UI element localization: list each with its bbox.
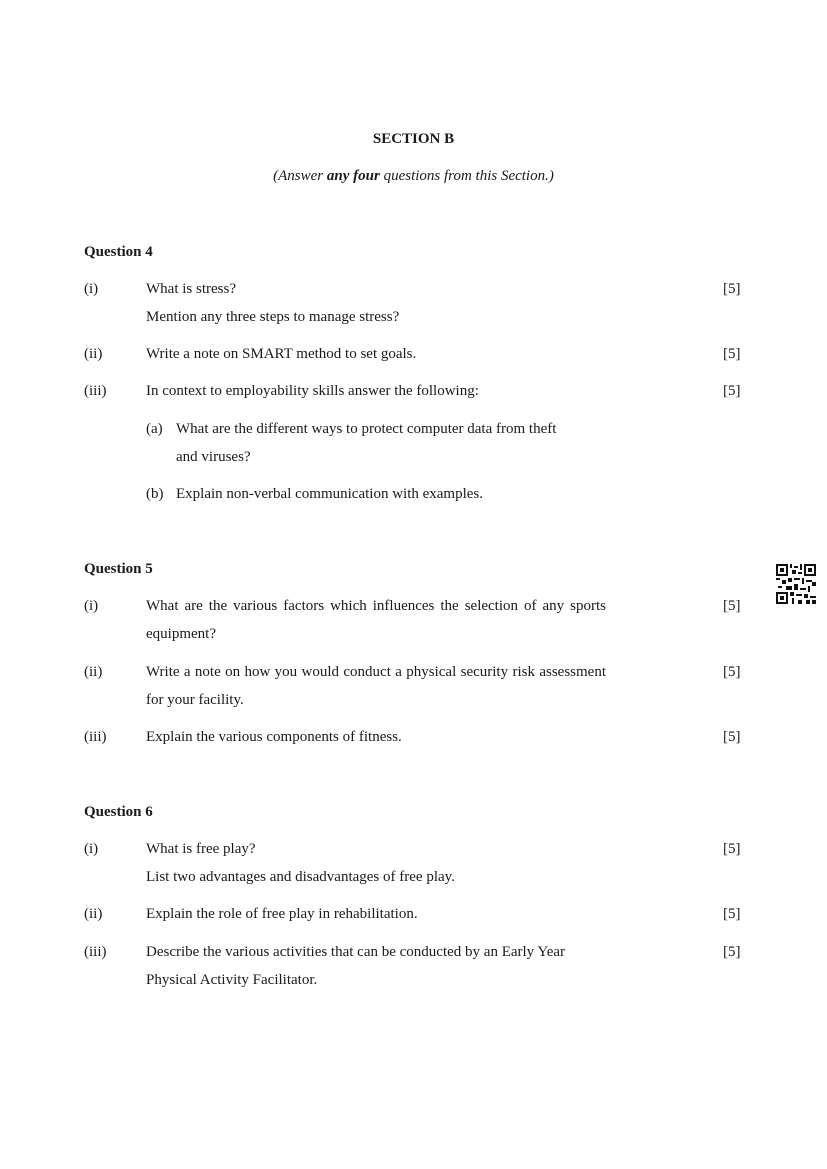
marks-label: [5]	[723, 906, 741, 922]
part-text: Explain the role of free play in rehabilitation.	[146, 906, 418, 922]
subpart-text: What are the different ways to protect computer data from theft	[176, 421, 557, 437]
part-number: (iii)	[84, 383, 107, 399]
part-text: Describe the various activities that can be conducted by an Early Year	[146, 944, 566, 960]
section-title: SECTION B	[372, 131, 455, 147]
part-text: What is stress?	[146, 281, 236, 297]
part-number: (iii)	[84, 729, 107, 745]
part-text: Explain the various components of fitness.	[146, 729, 402, 745]
instruction-suffix: questions from this Section.)	[379, 168, 554, 184]
part-number: (i)	[84, 598, 99, 614]
part-text: Mention any three steps to manage stress?	[146, 309, 400, 325]
marks-label: [5]	[723, 598, 741, 614]
qr-code-icon	[776, 564, 816, 604]
instruction-emphasis: any four	[326, 168, 380, 184]
subpart-label: (a)	[146, 421, 163, 437]
marks-label: [5]	[723, 944, 741, 960]
part-number: (i)	[84, 841, 99, 857]
part-number: (ii)	[84, 906, 103, 922]
subpart-text: and viruses?	[176, 449, 251, 465]
marks-label: [5]	[723, 281, 741, 297]
question-heading: Question 4	[84, 244, 153, 260]
part-text: Physical Activity Facilitator.	[146, 972, 318, 988]
part-text: What are the various factors which influences the selection of any sports equipment?	[146, 598, 606, 642]
part-text: What is free play?	[146, 841, 256, 857]
subpart-text: Explain non-verbal communication with examples.	[176, 486, 484, 502]
part-number: (ii)	[84, 664, 103, 680]
section-instruction	[0, 168, 827, 185]
part-number: (i)	[84, 281, 99, 297]
part-text: List two advantages and disadvantages of free play.	[146, 869, 455, 885]
marks-label: [5]	[723, 383, 741, 399]
subpart-label: (b)	[146, 486, 164, 502]
marks-label: [5]	[723, 729, 741, 745]
part-text: Write a note on SMART method to set goals.	[146, 346, 417, 362]
part-text: Write a note on how you would conduct a physical security risk assessment for your facility.	[146, 664, 606, 708]
part-number: (ii)	[84, 346, 103, 362]
marks-label: [5]	[723, 841, 741, 857]
question-heading: Question 6	[84, 804, 153, 820]
marks-label: [5]	[723, 346, 741, 362]
marks-label: [5]	[723, 664, 741, 680]
part-text: In context to employability skills answer the following:	[146, 383, 479, 399]
question-heading: Question 5	[84, 561, 153, 577]
part-number: (iii)	[84, 944, 107, 960]
instruction-prefix: (Answer	[273, 168, 327, 184]
